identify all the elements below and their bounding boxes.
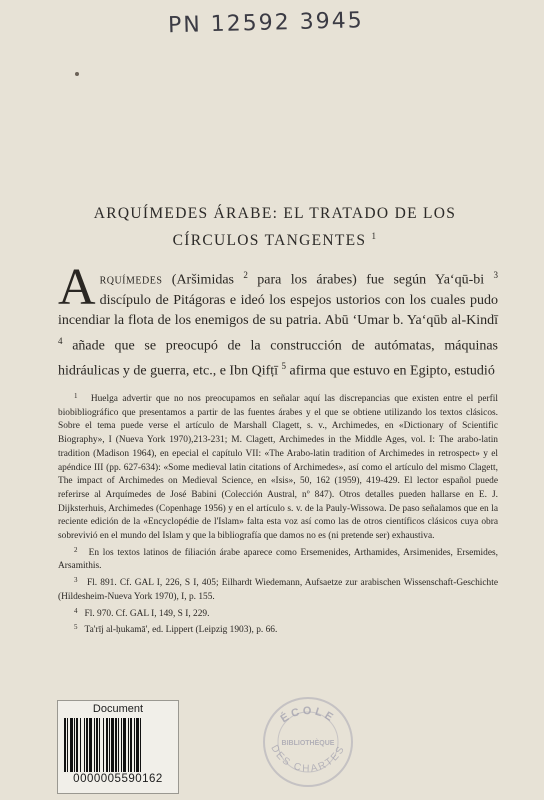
barcode-label: Document [92, 703, 144, 715]
svg-text:ÉCOLE [278, 705, 337, 725]
footnotes [58, 390, 498, 638]
footnote-text: En los textos latinos de filiación árabe aparece como Ersemenides, Arthamides, Arsimenides, Ersemides, Arsamithis. [58, 547, 498, 572]
barcode-bar [89, 718, 92, 772]
barcode-bar [99, 718, 100, 772]
barcode-bar [136, 718, 139, 772]
barcode-bar [103, 718, 104, 772]
barcode-bar [140, 718, 141, 772]
footnote-number: 2 [74, 545, 78, 554]
barcode-bar [134, 718, 135, 772]
barcode-bars [64, 718, 172, 772]
body-paragraph [58, 259, 498, 382]
stamp-bottom-text: DES CHARTES [268, 743, 348, 775]
footnote [58, 605, 498, 622]
barcode-bar [70, 718, 73, 772]
footnote [58, 390, 498, 544]
body-lead-word: rquímedes [99, 272, 163, 288]
stamp-middle-text: BIBLIOTHÈQUE [281, 740, 335, 747]
footnote-number: 4 [74, 606, 78, 615]
footnote-text: Fl. 891. Cf. GAL I, 226, S I, 405; Eilhardt Wiedemann, Aufsaetze zur arabischen Wissenschaft-Geschichte (Hildesheim-Nueva York 1970), I, p. 155. [58, 578, 498, 602]
ink-dot [75, 72, 79, 76]
footnote-text: Huelga advertir que no nos preocupamos en señalar aquí las discrepancias que existen entre el perfil biobibliográfico que presentamos a partir de las fuentes árabes y el que se obtiene utilizando los textos clásicos. Sobre el tema puede verse el artículo de Marshall Clagett, s. v., Archimedes, en «Dictionary of Scientific Biography», I (Nueva York 1970),213-231; M. Clagett, Archimedes in the Middle Ages, vol. I: The arabo-latin tradition (Madison 1964), en epecial el capítulo VII: «The Arabo-latin tradition of Archimedes in retrospect» y el apéndice III (pp. 627-634): «Some medieval latin citations of Archimedes», así como el artículo del mismo Clagett, The impact of Archimedes on Medieval Science, en «Isis», 50, 162 (1959), 419-429. El lector español puede referirse al Arquímedes de José Babini (Colección Austral, nº 847). Otros detalles pueden hallarse en E. J. Dijksterhuis, Archimedes (Copenhage 1956) y en el artículo s. v. de la Pauly-Wissowa. De paso señalamos que en la reciente edición de la «Encyclopédie de l'Islam» falta esta voz así como las de otros científicos clásicos cuya obra sobrevivió en el mundo del Islam y que la bibliografía que damos no es (ni pretende ser) exhaustiva. [58, 394, 499, 542]
stamp-top-text: ÉCOLE [278, 705, 338, 726]
title-note-ref: 1 [371, 231, 378, 241]
barcode-number: 0000005590162 [73, 773, 163, 785]
library-stamp [258, 682, 358, 792]
barcode-bar [130, 718, 132, 772]
body-seg-4: para los árabes) fue según Ya‘qū-bi [247, 272, 494, 288]
barcode-bar [67, 718, 68, 772]
title-line-1: ARQUÍMEDES ÁRABE: EL TRATADO DE LOS [93, 205, 457, 222]
article-title [40, 202, 510, 252]
barcode-bar [128, 718, 129, 772]
body-ref-2: 2 [243, 270, 248, 280]
body-seg-2: (Aršimidas [162, 272, 244, 288]
barcode-bar [86, 718, 88, 772]
barcode-bar [111, 718, 114, 772]
body-seg-10: afirma que estuvo en Egipto, estudió [286, 363, 495, 379]
barcode-bar [96, 718, 98, 772]
barcode-bar [106, 718, 108, 772]
barcode-bar [94, 718, 95, 772]
body-seg-8: añade que se preocupó de la construcción de autómatas, máquinas hidráulicas y de guerra, etc., e Ibn Qifṭī [58, 338, 498, 379]
body-ref-5: 5 [281, 361, 287, 372]
footnote-text: Fl. 970. Cf. GAL I, 149, S I, 229. [84, 608, 210, 619]
footnote [58, 574, 498, 604]
barcode-bar [118, 718, 119, 772]
title-line-2 [40, 225, 510, 252]
footnote [58, 544, 498, 574]
barcode-bar [121, 718, 122, 772]
footnote-text: Ta'rīj al-ḥukamā', ed. Lippert (Leipzig 1903), p. 66. [84, 625, 278, 636]
barcode-bar [115, 718, 117, 772]
body-ref-4: 4 [58, 335, 63, 346]
footnote [58, 621, 498, 638]
footnote-number: 5 [74, 623, 78, 632]
title-line-2-text: CÍRCULOS TANGENTES [172, 232, 367, 250]
barcode-sticker [57, 700, 179, 794]
barcode-bar [80, 718, 81, 772]
footnote-number: 3 [74, 576, 78, 585]
barcode-bar [74, 718, 75, 772]
barcode-bar [64, 718, 66, 772]
body-text [58, 259, 498, 382]
barcode-bar [76, 718, 78, 772]
drop-cap: A [58, 259, 96, 316]
barcode-bar [123, 718, 126, 772]
barcode-bar [109, 718, 110, 772]
body-ref-3: 3 [493, 270, 498, 280]
footnote-number: 1 [74, 392, 78, 400]
barcode-bar [84, 718, 85, 772]
svg-text:DES CHARTES [268, 743, 347, 774]
handwritten-shelfmark: PN 12592 3945 [167, 8, 364, 39]
body-seg-6: discípulo de Pitágoras e ideó los espejos ustorios con los cuales pudo incendiar la flota de los enemigos de su patria. Abū ‘Umar b. Ya‘qūb al-Kindī [58, 292, 498, 328]
